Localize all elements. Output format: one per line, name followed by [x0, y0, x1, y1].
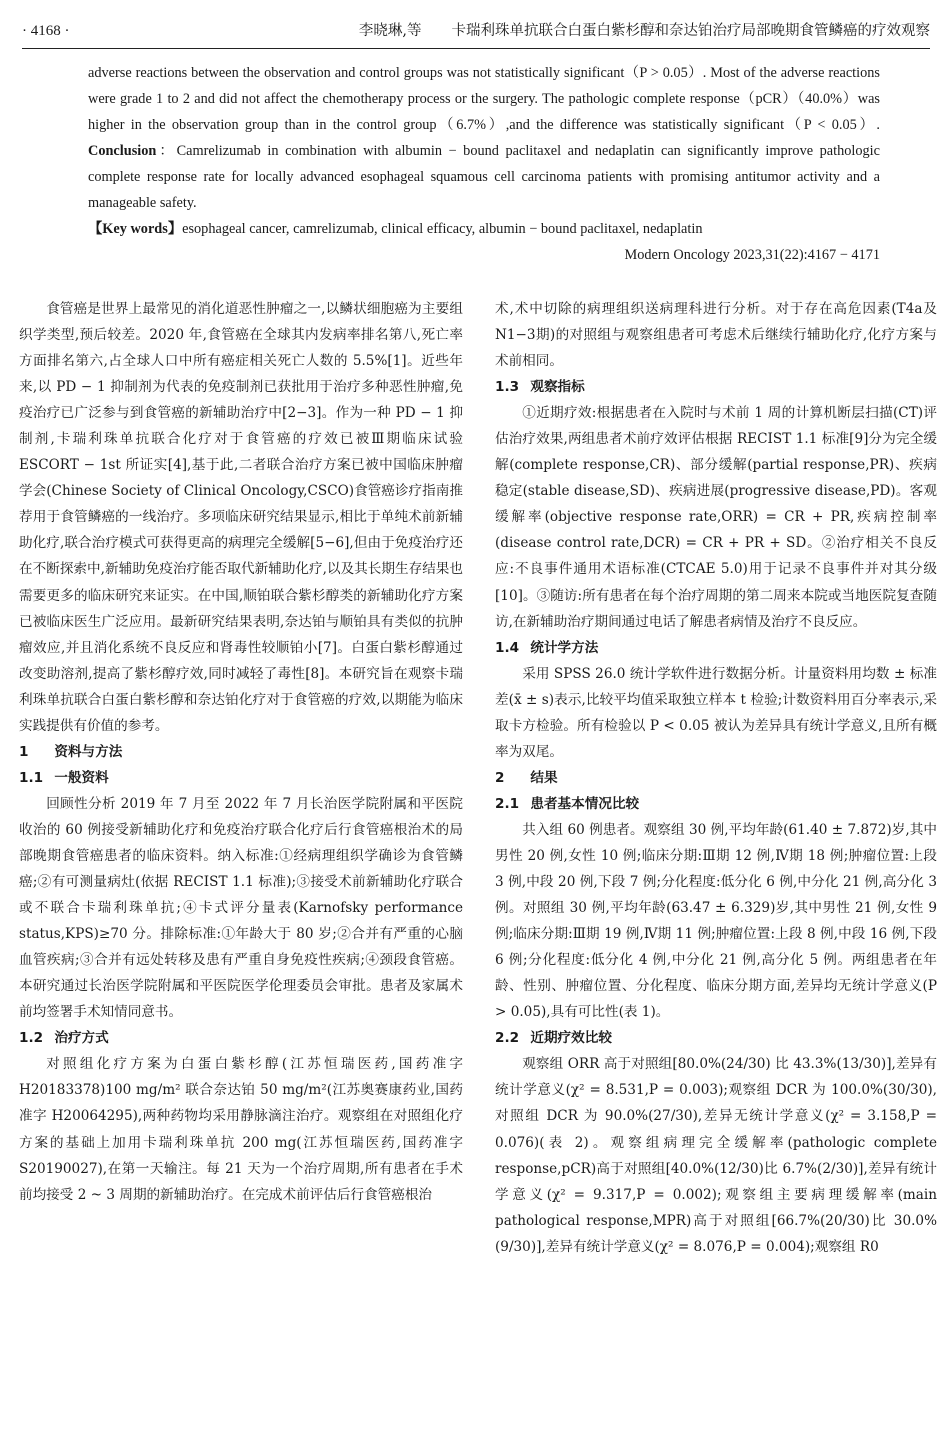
efficacy-paragraph: 观察组 ORR 高于对照组[80.0%(24/30) 比 43.3%(13/30)],差异有统计学意义(χ² = 8.531,P = 0.003);观察组 DCR 为 100.0%(30/30),对照组 DCR 为 90.0%(27/30),差异无统计学意义(χ² = 3.158,P = 0.076)(表 2)。观察组病理完全缓解率(pathologic complete response,pCR)高于对照组[40.0%(12/30)比 6.7%(2/30)],差异有统计学意义(χ² = 9.317,P = 0.002);观察组主要病理缓解率(main pathological response,MPR)高于对照组[66.7%(20/30)比 30.0%(9/30)],差异有统计学意义(χ² = 8.076,P = 0.004);观察组 R0 [495, 1056, 937, 1255]
section-1-3-heading: 1.3 观察指标 [495, 379, 585, 396]
general-data-paragraph: 回顾性分析 2019 年 7 月至 2022 年 7 月长治医学院附属和平医院收治的 60 例接受新辅助化疗和免疫治疗联合化疗后行食管癌根治术的局部晚期食管癌患者的临床资料。纳入标准:①经病理组织学确诊为食管鳞癌;②有可测量病灶(依据 RECIST 1.1 标准);③接受术前新辅助化疗联合或不联合卡瑞利珠单抗;④卡式评分量表(Karnofsky performance status,KPS)≥70 分。排除标准:①年龄大于 80 岁;②合并有严重的心脑血管疾病;③合并有远处转移及患有严重自身免疫性疾病;④颈段食管癌。本研究通过长治医学院附属和平医院医学伦理委员会审批。患者及家属术前均签署手术知情同意书。 [19, 795, 463, 1021]
keywords-line [88, 216, 880, 242]
header-authors: 李晓琳,等 [358, 23, 422, 39]
running-header [22, 14, 930, 49]
statistics-paragraph: 采用 SPSS 26.0 统计学软件进行数据分析。计量资料用均数 ± 标准差(x̄ ± s)表示,比较平均值采取独立样本 t 检验;计数资料用百分率表示,采取卡方检验。所有检验以 P < 0.05 被认为差异具有统计学意义,且所有概率为双尾。 [495, 665, 937, 760]
section-2-2-heading: 2.2 近期疗效比较 [495, 1030, 612, 1047]
abstract-results: adverse reactions between the observation and control groups was not statistically significant（P > 0.05）. Most of the adverse reactions were grade 1 to 2 and did not affect the chemotherapy process or the surgery. The pathologic complete response（pCR）（40.0%）was higher in the observation group than in the control group（6.7%）,and the difference was statistically significant（P < 0.05）. [88, 65, 880, 133]
running-title [359, 18, 930, 44]
introduction-paragraph: 食管癌是世界上最常见的消化道恶性肿瘤之一,以鳞状细胞癌为主要组织学类型,预后较差。2020 年,食管癌在全球其内发病率排名第八,死亡率方面排名第六,占全球人口中所有癌症相关死亡人数的 5.5%[1]。近些年来,以 PD − 1 抑制剂为代表的免疫制剂已获批用于治疗多种恶性肿瘤,免疫治疗已广泛参与到食管癌的新辅助治疗中[2−3]。作为一种 PD − 1 抑制剂,卡瑞利珠单抗联合化疗对于食管癌的疗效已被Ⅲ期临床试验 ESCORT − 1st 所证实[4],基于此,二者联合治疗方案已被中国临床肿瘤学会(Chinese Society of Clinical Oncology,CSCO)食管癌诊疗指南推荐用于食管鳞癌的一线治疗。多项临床研究结果显示,相比于单纯术前新辅助化疗,联合治疗模式可获得更高的病理完全缓解[5−6],但由于免疫治疗还在不断探索中,新辅助免疫治疗能否取代新辅助化疗,以及其长期生存结果也需要更多的临床研究来证实。在中国,顺铂联合紫杉醇类的新辅助化疗方案已被临床医生广泛应用。最新研究结果表明,奈达铂与顺铂具有类似的抗肿瘤效应,并且消化系统不良反应和肾毒性较顺铂小[7]。白蛋白紫杉醇通过改变助溶剂,提高了紫杉醇疗效,同时减轻了毒性[8]。本研究旨在观察卡瑞利珠单抗联合白蛋白紫杉醇和奈达铂化疗对于食管癌的疗效,以期能为临床实践提供有价值的参考。 [19, 301, 463, 734]
indicators-paragraph: ①近期疗效:根据患者在入院时与术前 1 周的计算机断层扫描(CT)评估治疗效果,两组患者术前疗效评估根据 RECIST 1.1 标准[9]分为完全缓解(complete response,CR)、部分缓解(partial response,PR)、疾病稳定(stable disease,SD)、疾病进展(progressive disease,PD)。客观缓解率(objective response rate,ORR) = CR + PR,疾病控制率(disease control rate,DCR) = CR + PR + SD。②治疗相关不良反应:不良事件通用术语标准(CTCAE 5.0)用于记录不良事件并对其分级[10]。③随访:所有患者在每个治疗周期的第二周来本院或当地医院复查随访,在新辅助治疗期间通过电话了解患者病情及治疗不良反应。 [495, 405, 937, 630]
left-column [19, 296, 463, 1208]
keywords-label: 【Key words】 [88, 221, 183, 237]
treatment-continued-paragraph: 术,术中切除的病理组织送病理科进行分析。对于存在高危因素(T4a及 N1−3期)的对照组与观察组患者可考虑术后继续行辅助化疗,化疗方案与术前相同。 [495, 301, 937, 370]
section-2-heading: 2 结果 [495, 769, 558, 786]
section-1-4-heading: 1.4 统计学方法 [495, 639, 599, 656]
treatment-paragraph: 对照组化疗方案为白蛋白紫杉醇(江苏恒瑞医药,国药准字 H20183378)100 mg/m² 联合奈达铂 50 mg/m²(江苏奥赛康药业,国药准字 H20064295),两种药物均采用静脉滴注治疗。观察组在对照组化疗方案的基础上加用卡瑞利珠单抗 200 mg(江苏恒瑞医药,国药准字 S20190027),在第一天输注。每 21 天为一个治疗周期,所有患者在手术前均接受 2 ~ 3 周期的新辅助治疗。在完成术前评估后行食管癌根治 [19, 1056, 463, 1203]
conclusion-text: ：Camrelizumab in combination with albumin − bound paclitaxel and nedaplatin can significantly improve pathologic complete response rate for locally advanced esophageal squamous cell carcinoma patients with promising antitumor activity and a manageable safety. [88, 143, 880, 211]
page-number: · 4168 · [22, 23, 70, 39]
conclusion-label: Conclusion [88, 143, 157, 159]
journal-citation: Modern Oncology 2023,31(22):4167 − 4171 [624, 247, 880, 263]
abstract-text [88, 60, 880, 216]
right-column [495, 296, 937, 1260]
baseline-paragraph: 共入组 60 例患者。观察组 30 例,平均年龄(61.40 ± 7.872)岁,其中男性 20 例,女性 10 例;临床分期:Ⅲ期 12 例,Ⅳ期 18 例;肿瘤位置:上段 3 例,中段 20 例,下段 7 例;分化程度:低分化 6 例,中分化 21 例,高分化 3 例。对照组 30 例,平均年龄(63.47 ± 6.329)岁,其中男性 21 例,女性 9 例;临床分期:Ⅲ期 19 例,Ⅳ期 11 例;肿瘤位置:上段 8 例,中段 16 例,下段 6 例;分化程度:低分化 4 例,中分化 21 例,高分化 5 例。两组患者在年龄、性别、肿瘤位置、分化程度、临床分期方面,差异均无统计学意义(P > 0.05),具有可比性(表 1)。 [495, 821, 937, 1021]
keywords-text: esophageal cancer, camrelizumab, clinical efficacy, albumin − bound paclitaxel, nedaplatin [182, 221, 703, 237]
header-title: 卡瑞利珠单抗联合白蛋白紫杉醇和奈达铂治疗局部晚期食管鳞癌的疗效观察 [451, 23, 930, 39]
section-1-2-heading: 1.2 治疗方式 [19, 1030, 109, 1047]
english-abstract [88, 60, 880, 268]
section-1-1-heading: 1.1 一般资料 [19, 769, 109, 786]
section-2-1-heading: 2.1 患者基本情况比较 [495, 795, 640, 812]
section-1-heading: 1 资料与方法 [19, 743, 123, 760]
